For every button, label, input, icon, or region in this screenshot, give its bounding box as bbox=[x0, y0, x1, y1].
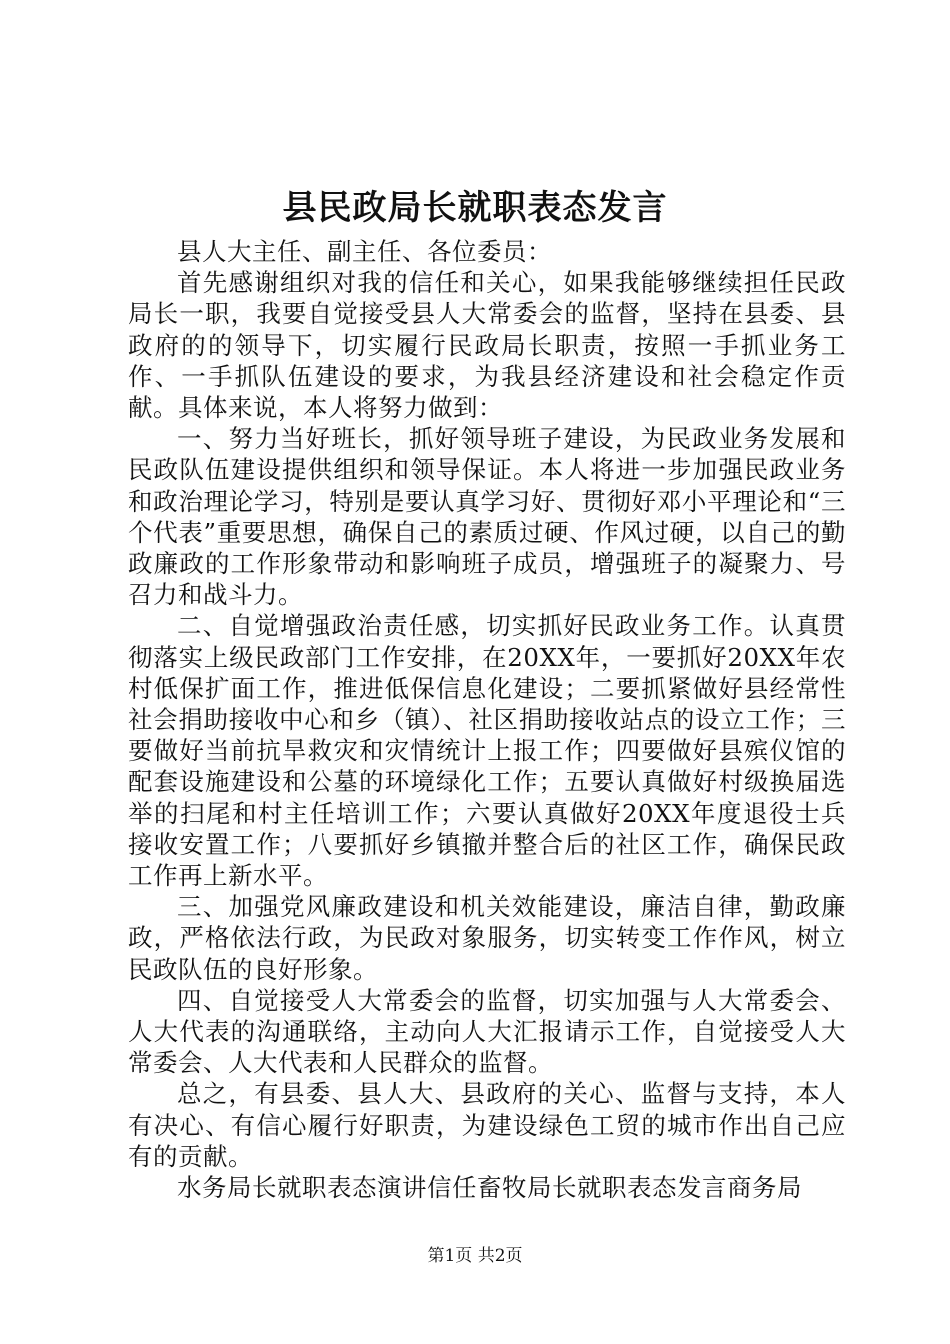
paragraph-point-1: 一、努力当好班长，抓好领导班子建设，为民政业务发展和民政队伍建设提供组织和领导保证。本人将进一步加强民政业务和政治理论学习，特别是要认真学习好、贯彻好邓小平理论和“三个代表”重要思想，确保自己的素质过硬、作风过硬，以自己的勤政廉政的工作形象带动和影响班子成员，增强班子的凝聚力、号召力和战斗力。 bbox=[128, 424, 846, 610]
paragraph-related-links: 水务局长就职表态演讲信任畜牧局长就职表态发言商务局 bbox=[177, 1173, 802, 1203]
paragraph-point-3: 三、加强党风廉政建设和机关效能建设，廉洁自律，勤政廉政，严格依法行政，为民政对象服务，切实转变工作作风，树立民政队伍的良好形象。 bbox=[128, 892, 846, 984]
document-title: 县民政局长就职表态发言 bbox=[282, 188, 668, 228]
document-body bbox=[128, 236, 846, 1203]
paragraph-conclusion: 总之，有县委、县人大、县政府的关心、监督与支持，本人有决心、有信心履行好职责，为建设绿色工贸的城市作出自己应有的贡献。 bbox=[128, 1079, 846, 1171]
paragraph-intro: 首先感谢组织对我的信任和关心，如果我能够继续担任民政局长一职，我要自觉接受县人大常委会的监督，坚持在县委、县政府的的领导下，切实履行民政局长职责，按照一手抓业务工作、一手抓队伍建设的要求，为我县经济建设和社会稳定作贡献。具体来说，本人将努力做到： bbox=[128, 268, 846, 423]
paragraph-point-4: 四、自觉接受人大常委会的监督，切实加强与人大常委会、人大代表的沟通联络，主动向人大汇报请示工作，自觉接受人大常委会、人大代表和人民群众的监督。 bbox=[128, 985, 846, 1078]
paragraph-salutation: 县人大主任、副主任、各位委员： bbox=[177, 237, 552, 266]
paragraph-point-2: 二、自觉增强政治责任感，切实抓好民政业务工作。认真贯彻落实上级民政部门工作安排，在20XX年，一要抓好20XX年农村低保扩面工作，推进低保信息化建设；二要抓紧做好县经常性社会捐助接收中心和乡（镇）、社区捐助接收站点的设立工作；三要做好当前抗旱救灾和灾情统计上报工作；四要做好县殡仪馆的配套设施建设和公墓的环境绿化工作；五要认真做好村级换届选举的扫尾和村主任培训工作；六要认真做好20XX年度退役士兵接收安置工作；八要抓好乡镇撤并整合后的社区工作，确保民政工作再上新水平。 bbox=[128, 611, 846, 891]
page-number-footer: 第1页 共2页 bbox=[427, 1246, 523, 1266]
